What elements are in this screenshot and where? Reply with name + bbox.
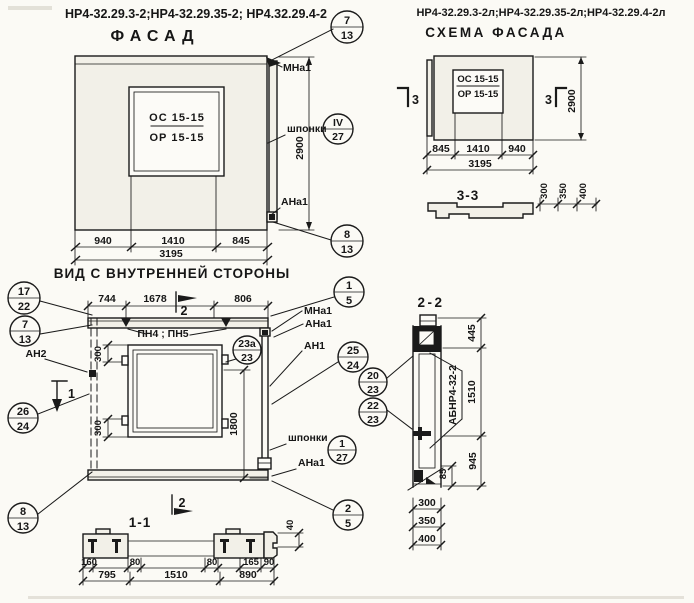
section33-profile	[428, 203, 533, 218]
leader-an1	[270, 351, 302, 386]
callout-num: 8	[19, 506, 27, 518]
scheme-title: СХЕМА ФАСАДА	[425, 25, 567, 40]
s11-slab	[128, 541, 214, 556]
label-ana1-top: АНа1	[305, 318, 332, 330]
section11-title: 1-1	[128, 515, 152, 530]
window-mark-top: ОС 15-15	[149, 112, 205, 124]
dim-940: 940	[508, 143, 526, 155]
callout-sheet: 13	[18, 334, 32, 346]
callout-num: 17	[17, 286, 31, 298]
dim-845: 845	[232, 235, 250, 247]
plan-window	[128, 345, 222, 437]
callout-sheet: 24	[346, 360, 360, 372]
callout-num: 8	[343, 229, 351, 241]
callout-7-13	[331, 11, 363, 43]
callout-sheet: 27	[336, 452, 348, 464]
dim-400: 400	[418, 533, 436, 545]
dim-806: 806	[234, 293, 252, 305]
dim-165: 165	[243, 557, 259, 568]
callout-num: 26	[16, 406, 30, 418]
callout-keys-iv-27	[323, 114, 353, 144]
s22-mid-detail-stem	[418, 427, 422, 440]
facade-view	[54, 7, 363, 281]
leader-an2	[45, 359, 87, 372]
section3-left-label: 3	[412, 93, 419, 107]
s11-dims-row2	[79, 569, 278, 585]
plan-right-top-bracket-fill	[262, 330, 268, 335]
callout-num: 1	[339, 438, 345, 450]
dim-1510: 1510	[466, 380, 478, 404]
s11-right-block	[214, 534, 264, 558]
scan-artifact-top	[8, 6, 52, 10]
dim-90: 90	[263, 557, 275, 568]
dim-85: 85	[438, 468, 449, 480]
dim-300: 300	[93, 346, 104, 362]
facade-bottom-anchor-fill	[269, 214, 275, 220]
label-mna1: МНа1	[304, 305, 333, 317]
section3-right-label: 3	[545, 93, 552, 107]
plan-right-wall	[262, 330, 268, 468]
leader-ana1-top	[274, 324, 303, 337]
callout-sheet: 5	[345, 295, 353, 307]
window-tab	[122, 356, 128, 365]
dim-1678: 1678	[143, 293, 167, 305]
leader-8-13	[273, 222, 331, 240]
callout-22-23	[359, 398, 412, 429]
plan-bottom-wall	[88, 470, 268, 480]
facade-scheme-view	[398, 7, 666, 174]
dim-3195: 3195	[468, 158, 492, 170]
section-1-1	[79, 515, 303, 585]
dim-350: 350	[558, 183, 569, 199]
window-tab	[222, 355, 228, 364]
callout-num: 20	[367, 370, 379, 382]
label-shponki: шпонки	[287, 123, 327, 135]
callout-8-13-plan	[8, 472, 92, 533]
s22-wall-core	[419, 354, 435, 468]
label-mna1: МНа1	[283, 62, 312, 74]
s22-top-cap	[420, 315, 436, 326]
callout-num: 23а	[238, 338, 256, 350]
plan-view	[8, 277, 368, 533]
s11-tab-left	[96, 529, 110, 534]
plan-left-wall-dashed	[91, 318, 97, 470]
callout-sheet: 23	[241, 352, 253, 364]
callout-26-24	[8, 394, 89, 433]
dim-350: 350	[418, 515, 436, 527]
facade-caption: ВИД С ВНУТРЕННЕЙ СТОРОНЫ	[53, 266, 291, 281]
label-ana1: АНа1	[281, 196, 308, 208]
callout-17-22	[8, 282, 92, 315]
s11-tab-right	[226, 529, 240, 534]
dim-1510: 1510	[164, 569, 188, 581]
facade-edge-strip	[269, 61, 277, 219]
leader-shponki	[270, 444, 286, 450]
dim-1410: 1410	[466, 143, 490, 155]
section3-mark-left	[398, 88, 419, 107]
leader-7-13	[272, 29, 333, 60]
callout-sheet: 23	[367, 414, 379, 426]
section33-title: 3-3	[456, 188, 480, 203]
dim-795: 795	[98, 569, 116, 581]
s22-bottom-dims	[409, 497, 445, 550]
window-tab	[122, 416, 128, 425]
dim-890: 890	[239, 569, 257, 581]
callout-num: 1	[345, 280, 353, 292]
callout-num: IV	[333, 117, 343, 129]
dim-3195: 3195	[159, 248, 183, 260]
cut1-label: 1	[68, 387, 75, 401]
dim-2900: 2900	[294, 136, 306, 160]
s11-left-block	[83, 534, 128, 558]
dim-945: 945	[467, 452, 479, 470]
callout-num: 7	[343, 15, 351, 27]
callout-sheet: 27	[332, 131, 344, 143]
dim-744: 744	[98, 293, 116, 305]
plan-right-bottom-bracket	[258, 458, 271, 469]
dim-300: 300	[93, 420, 104, 436]
cut2-mark-top	[176, 292, 197, 318]
s22-product-label: АБНР4-32-2	[447, 364, 459, 426]
section3-mark-right	[545, 88, 566, 107]
dim-400: 400	[578, 183, 589, 199]
dim-940: 940	[94, 235, 112, 247]
dim-160: 160	[81, 557, 97, 568]
callout-num: 7	[21, 319, 29, 331]
label-shponki: шпонки	[288, 432, 328, 444]
callout-sheet: 24	[16, 421, 30, 433]
label-an1: АН1	[304, 340, 326, 352]
section-3-3	[428, 183, 600, 218]
dim-1410: 1410	[161, 235, 185, 247]
dim-300: 300	[418, 497, 436, 509]
s11-right-cap	[264, 532, 277, 558]
label-an2: АН2	[25, 348, 47, 360]
callout-8-13	[331, 225, 363, 257]
callout-sheet: 13	[16, 521, 30, 533]
section-2-2	[359, 295, 486, 550]
dim-445: 445	[466, 324, 478, 342]
scheme-window-mark-bottom: ОР 15-15	[457, 89, 499, 100]
dim-300: 300	[539, 183, 550, 199]
section33-dims	[536, 183, 600, 211]
dim-40: 40	[285, 519, 296, 531]
facade-codes: НР4-32.29.3-2;НР4-32.29.35-2; НР4.32.29.4-2	[65, 7, 327, 21]
scan-artifact-bottom	[28, 596, 684, 599]
callout-23a-23	[226, 336, 261, 364]
plan-top-wall	[88, 318, 268, 328]
leader-ana1-bottom	[272, 469, 296, 476]
callout-sheet: 5	[344, 518, 352, 530]
callout-sheet: 13	[340, 30, 354, 42]
s22-bottom-blob	[414, 470, 423, 482]
scheme-window-mark-top: ОС 15-15	[457, 74, 499, 85]
cut2-top-label: 2	[180, 304, 188, 318]
cut2-bottom-label: 2	[178, 496, 186, 510]
callout-7-13-plan	[10, 316, 92, 346]
callout-sheet: 13	[340, 244, 354, 256]
cut2-mark-bottom	[172, 495, 193, 515]
callout-num: 22	[367, 400, 379, 412]
scheme-edge-strip	[427, 60, 432, 136]
dim-845: 845	[432, 143, 450, 155]
s11-dim-40	[278, 520, 303, 551]
facade-title: ФАСАД	[110, 28, 200, 45]
callout-keys-1-27	[328, 436, 356, 464]
label-ana1-bottom: АНа1	[298, 457, 325, 469]
section22-title: 2-2	[417, 295, 445, 310]
dim-80b: 80	[206, 557, 218, 568]
plan-an2-anchor	[89, 370, 96, 377]
label-pn4-pn5: ПН4 ; ПН5	[137, 328, 189, 340]
scheme-height-dim	[535, 57, 586, 140]
callout-sheet: 23	[367, 384, 379, 396]
scheme-dim-2900: 2900	[566, 89, 578, 113]
scheme-codes: НР4-32.29.3-2л;НР4-32.29.35-2л;НР4-32.29.4-2л	[416, 7, 666, 19]
callout-num: 25	[346, 345, 360, 357]
window-mark-bottom: ОР 15-15	[149, 132, 205, 144]
dim-1800: 1800	[228, 412, 240, 436]
callout-num: 2	[344, 503, 352, 515]
dim-80a: 80	[129, 557, 141, 568]
callout-sheet: 22	[17, 301, 31, 313]
